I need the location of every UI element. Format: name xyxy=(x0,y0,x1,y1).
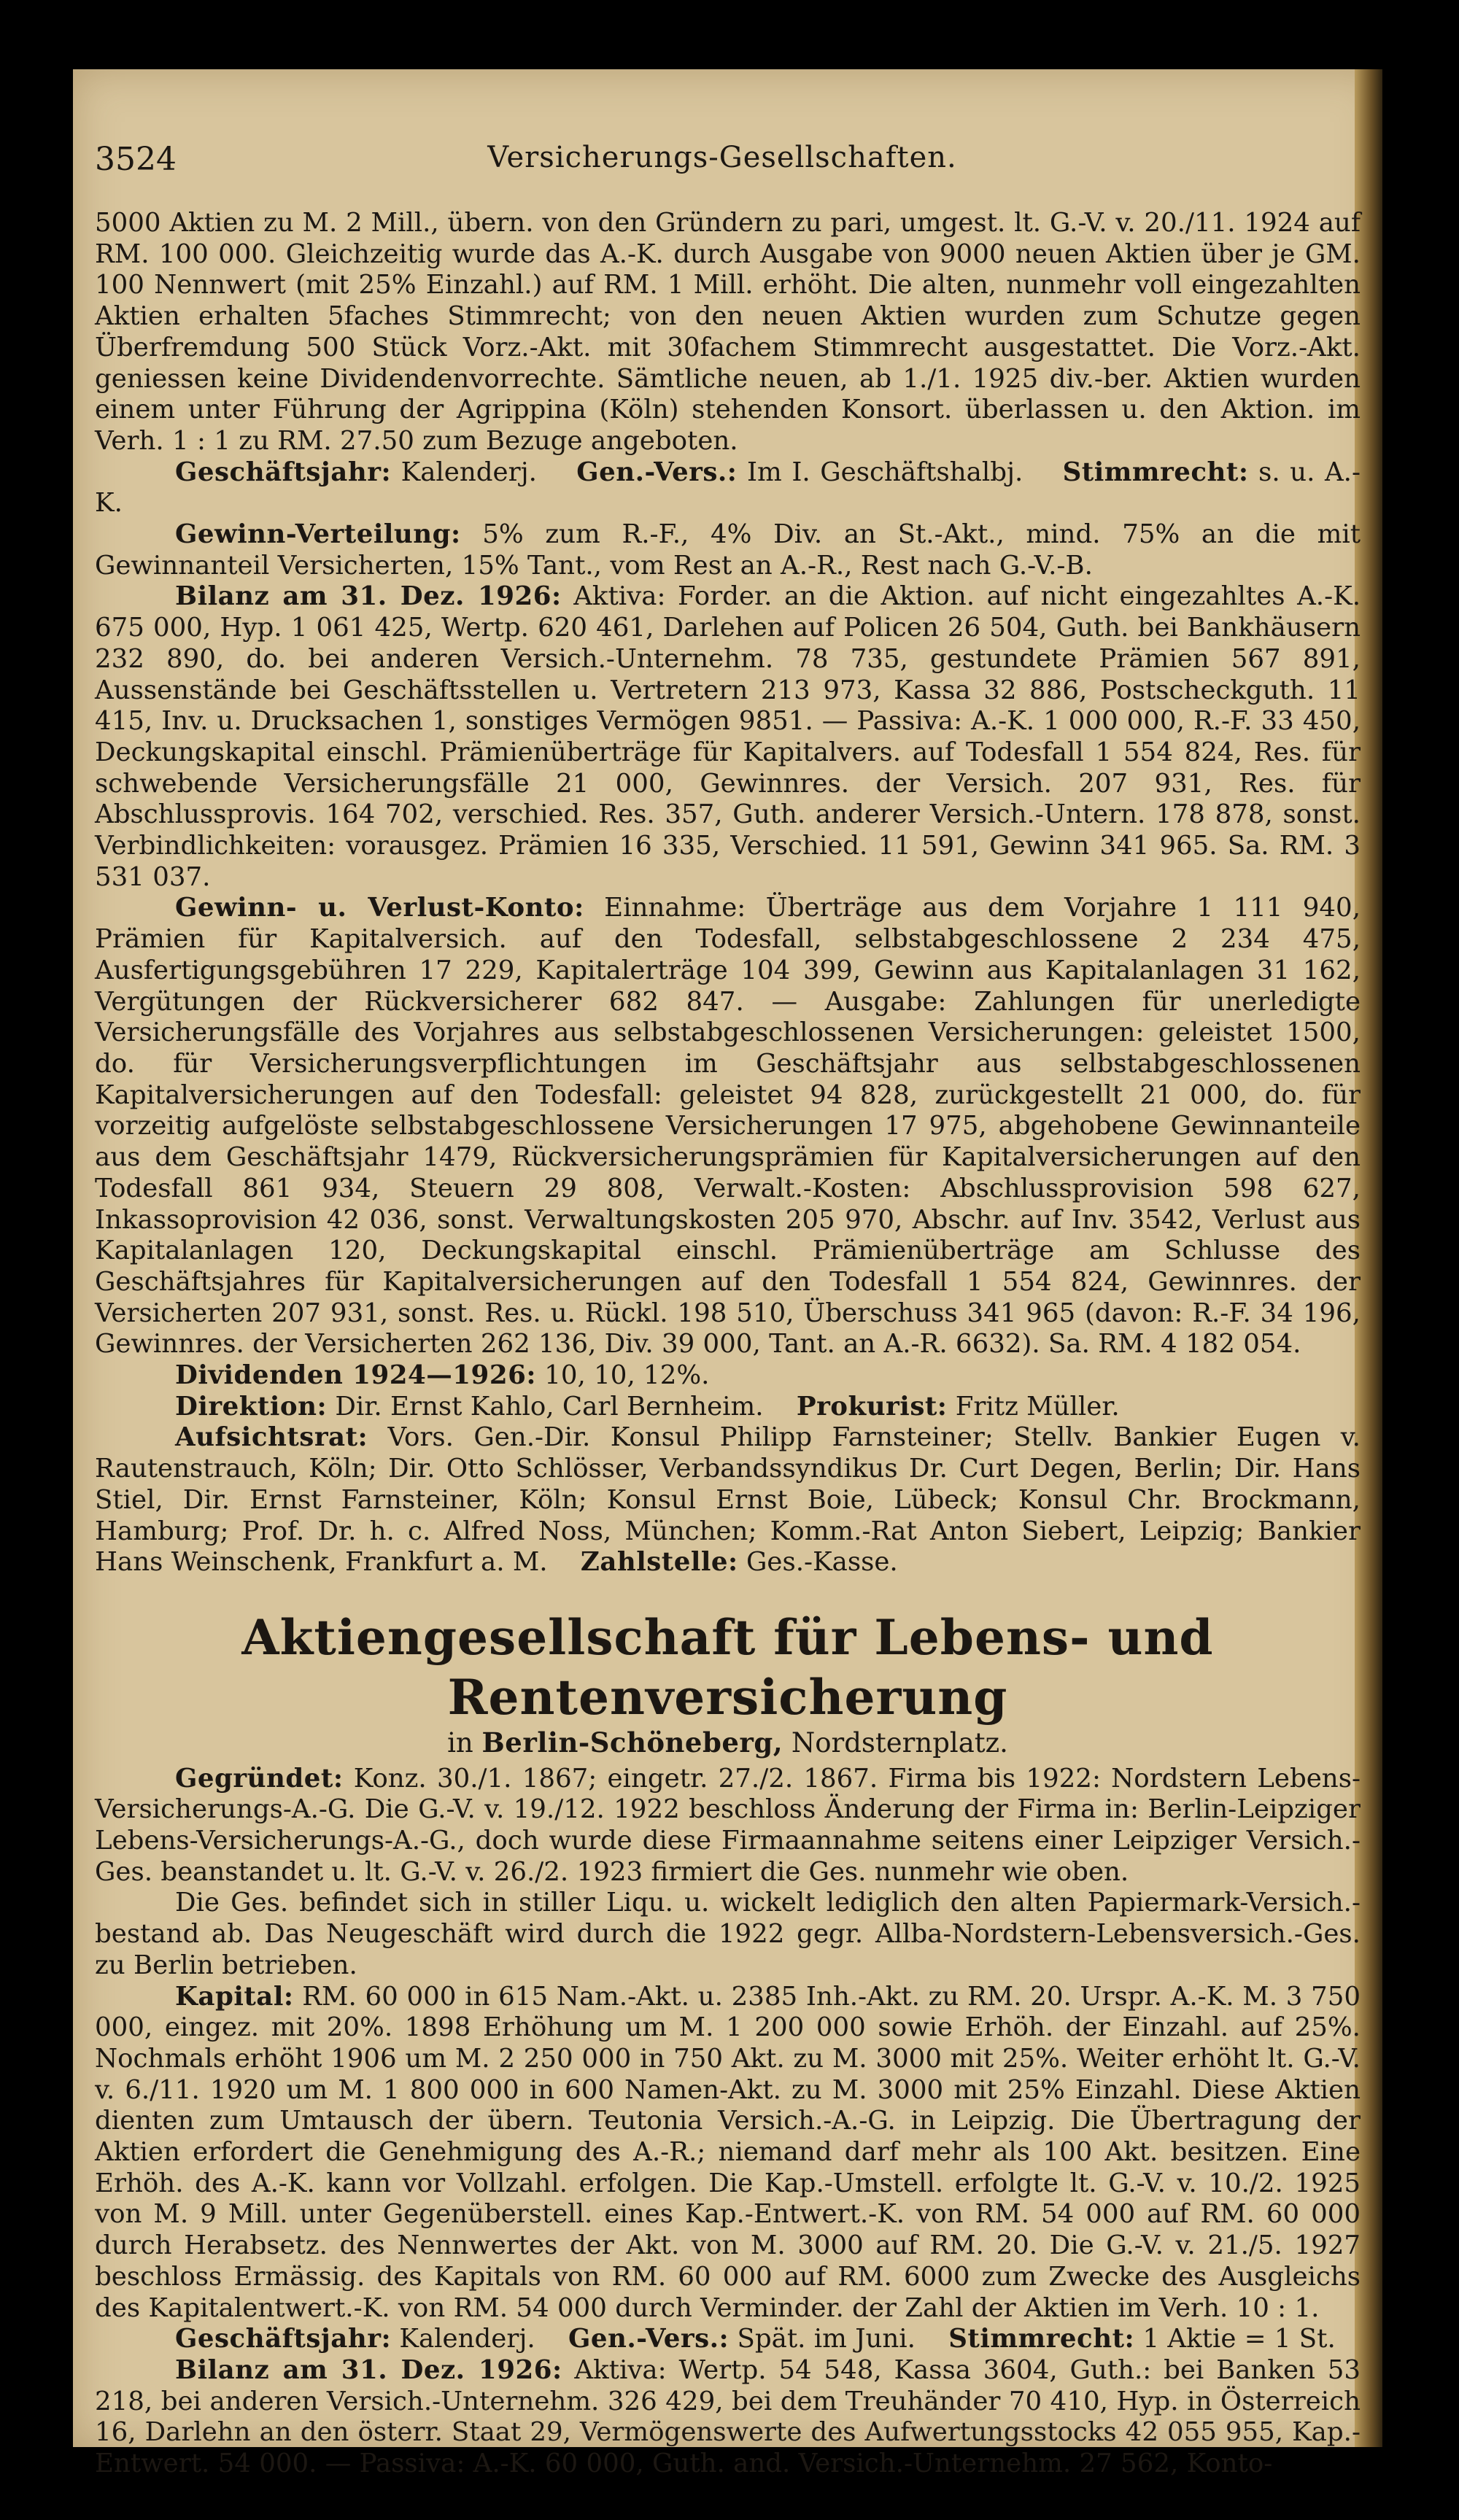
gv-label: Gen.-Vers.: xyxy=(576,457,738,487)
prok-text: Fritz Müller. xyxy=(955,1391,1120,1422)
gewinn-text: 5% zum R.-F., 4% Div. an St.-Akt., mind. 75% an die mit Gewinnanteil Versicherten, 15% Tant., vom Rest an A.-R., Rest nach G.-V.-B. xyxy=(95,519,1361,581)
sr-label-2: Stimmrecht: xyxy=(948,2324,1135,2354)
bilanz-text-2: Aktiva: Wertp. 54 548, Kassa 3604, Guth.: bei Banken 53 218, bei anderen Versich.-Unternehm. 326 429, bei dem Treuhänder 70 410, Hyp. in Österreich 16, Darlehn an den österr. Staat 29, Vermögenswerte des Aufwertungsstocks 42 055 955, Kap.-Entwert. 54 000. — Passiva: A.-K. 60 000, Guth. and. Versich.-Unternehm. 27 562, Konto- xyxy=(95,2355,1361,2479)
zahl-text: Ges.-Kasse. xyxy=(746,1547,898,1578)
meta-line xyxy=(95,457,1361,519)
guv-paragraph xyxy=(95,893,1361,1360)
company-title: Aktiengesellschaft für Lebens- und Rentenversicherung xyxy=(241,1608,1214,1726)
dir-label: Direktion: xyxy=(175,1391,328,1422)
bilanz-label-2: Bilanz am 31. Dez. 1926: xyxy=(175,2355,562,2385)
div-text: 10, 10, 12%. xyxy=(544,1360,710,1391)
place-prefix: in xyxy=(447,1726,473,1759)
gegr-label: Gegründet: xyxy=(175,1763,344,1794)
place-suffix: Nordsternplatz. xyxy=(791,1726,1008,1759)
gegr-text: Konz. 30./1. 1867; eingetr. 27./2. 1867. Firma bis 1922: Nordstern Lebens-Versicherungs-A.-G. Die G.-V. v. 19./12. 1922 beschloss Änderung der Firma in: Berlin-Leipziger Lebens-Versicherungs-A.-G., doch wurde diese Firmaannahme seitens einer Leipziger Versich.-Ges. beanstandet u. lt. G.-V. v. 26./2. 1923 firmiert die Ges. nunmehr wie oben. xyxy=(95,1763,1361,1887)
running-head: Versicherungs-Gesellschaften. xyxy=(487,141,957,174)
bilanz-label: Bilanz am 31. Dez. 1926: xyxy=(175,581,562,612)
gewinn-paragraph xyxy=(95,519,1361,581)
gj-text-2: Kalenderj. xyxy=(399,2324,535,2354)
sr-text-2: 1 Aktie = 1 St. xyxy=(1142,2324,1336,2354)
bilanz-text: Aktiva: Forder. an die Aktion. auf nicht eingezahltes A.-K. 675 000, Hyp. 1 061 425, Wertp. 620 461, Darlehen auf Policen 26 504, Guth. bei Bankhäusern 232 890, do. bei anderen Versich.-Unternehm. 78 735, gestundete Prämien 567 891, Aussenstände bei Geschäftsstellen u. Vertretern 213 973, Kassa 32 886, Postscheckguth. 11 415, Inv. u. Drucksachen 1, sonstiges Vermögen 9851. — Passiva: A.-K. 1 000 000, R.-F. 33 450, Deckungskapital einschl. Prämienüberträge für Kapitalvers. auf Todesfall 1 554 824, Res. für schwebende Versicherungsfälle 21 000, Gewinnres. der Versich. 207 931, Res. für Abschlussprovis. 164 702, verschied. Res. 357, Guth. anderer Versich.-Untern. 178 878, sonst. Verbindlichkeiten: vorausgez. Prämien 16 335, Verschied. 11 591, Gewinn 341 965. Sa. RM. 3 531 037. xyxy=(95,581,1361,892)
page-body xyxy=(95,208,1361,2480)
zahl-label: Zahlstelle: xyxy=(580,1547,738,1578)
company-location xyxy=(95,1727,1361,1759)
prok-label: Prokurist: xyxy=(796,1391,948,1422)
gv-label-2: Gen.-Vers.: xyxy=(568,2324,730,2354)
page-header xyxy=(95,141,1350,185)
gv-text: Im I. Geschäftshalbj. xyxy=(746,457,1023,487)
direktion-line xyxy=(95,1392,1361,1423)
kap-label: Kapital: xyxy=(175,1981,294,2012)
kap-text: RM. 60 000 in 615 Nam.-Akt. u. 2385 Inh.-Akt. zu RM. 20. Urspr. A.-K. M. 3 750 000, eingez. mit 20%. 1898 Erhöhung um M. 1 200 000 sowie Erhöh. der Einzahl. auf 25%. Nochmals erhöht 1906 um M. 2 250 000 in 750 Akt. zu M. 3000 mit 25%. Weiter erhöht lt. G.-V. v. 6./11. 1920 um M. 1 800 000 in 600 Namen-Akt. zu M. 3000 mit 25% Einzahl. Diese Aktien dienten zum Umtausch der übern. Teutonia Versich.-A.-G. in Leipzig. Die Übertragung der Aktien erfordert die Genehmigung des A.-R.; niemand darf mehr als 100 Akt. besitzen. Eine Erhöh. des A.-K. kann vor Vollzahl. erfolgen. Die Kap.-Umstell. erfolgte lt. G.-V. v. 10./2. 1925 von M. 9 Mill. unter Gegenüberstell. eines Kap.-Entwert.-K. von RM. 54 000 auf RM. 60 000 durch Herabsetz. des Nennwertes der Akt. von M. 3000 auf RM. 20. Die G.-V. v. 21./5. 1927 beschloss Ermässig. des Kapitals von RM. 60 000 auf RM. 6000 zum Zwecke des Ausgleichs des Kapitalentwert.-K. von RM. 54 000 durch Verminder. der Zahl der Aktien im Verh. 10 : 1. xyxy=(95,1981,1361,2323)
page-number: 3524 xyxy=(95,141,177,178)
ar-label: Aufsichtsrat: xyxy=(175,1422,368,1453)
guv-label: Gewinn- u. Verlust-Konto: xyxy=(175,893,584,923)
sr-label: Stimmrecht: xyxy=(1062,457,1249,487)
div-label: Dividenden 1924—1926: xyxy=(175,1360,536,1391)
sr-text: s. u. A.-K. xyxy=(95,457,1361,519)
guv-text: Einnahme: Überträge aus dem Vorjahre 1 111 940, Prämien für Kapitalversich. auf den Todesfall, selbstabgeschlossene 2 234 475, Ausfertigungsgebühren 17 229, Kapitalerträge 104 399, Gewinn aus Kapitalanlagen 31 162, Vergütungen der Rückversicherer 682 847. — Ausgabe: Zahlungen für unerledigte Versicherungsfälle des Vorjahres aus selbstabgeschlossenen Versicherungen: geleistet 1500, do. für Versicherungsverpflichtungen im Geschäftsjahr aus selbstabgeschlossenen Kapitalversicherungen auf den Todesfall: geleistet 94 828, zurückgestellt 21 000, do. für vorzeitig aufgelöste selbstabgeschlossene Versicherungen 17 975, abgehobene Gewinnanteile aus dem Geschäftsjahr 1479, Rückversicherungsprämien für Kapitalversicherungen auf den Todesfall 861 934, Steuern 29 808, Verwalt.-Kosten: Abschlussprovision 598 627, Inkassoprovision 42 036, sonst. Verwaltungskosten 205 970, Abschr. auf Inv. 3542, Verlust aus Kapitalanlagen 120, Deckungskapital einschl. Prämienüberträge am Schlusse des Geschäftsjahres für Kapitalversicherungen auf den Todesfall 1 554 824, Gewinnres. der Versicherten 207 931, sonst. Res. u. Rückl. 198 510, Überschuss 341 965 (davon: R.-F. 34 196, Gewinnres. der Versicherten 262 136, Div. 39 000, Tant. an A.-R. 6632). Sa. RM. 4 182 054. xyxy=(95,893,1361,1360)
kapital-paragraph xyxy=(95,1982,1361,2325)
meta-line-2 xyxy=(95,2324,1361,2355)
gj-text: Kalenderj. xyxy=(400,457,537,487)
aufsichtsrat-paragraph xyxy=(95,1422,1361,1578)
dividenden-line xyxy=(95,1360,1361,1392)
gj-label: Geschäftsjahr: xyxy=(175,457,392,487)
liquidation-paragraph: Die Ges. befindet sich in stiller Liqu. u. wickelt lediglich den alten Papiermark-Versich.-bestand ab. Das Neugeschäft wird durch die 1922 gegr. Allba-Nordstern-Lebensversich.-Ges. zu Berlin betrieben. xyxy=(95,1888,1361,1980)
book-page xyxy=(73,69,1382,2479)
ar-text: Vors. Gen.-Dir. Konsul Philipp Farnsteiner; Stellv. Bankier Eugen v. Rautenstrauch, Köln; Dir. Otto Schlösser, Verbandssyndikus Dr. Curt Degen, Berlin; Dir. Hans Stiel, Dir. Ernst Farnsteiner, Köln; Konsul Ernst Boie, Lübeck; Konsul Chr. Brockmann, Hamburg; Prof. Dr. h. c. Alfred Noss, München; Komm.-Rat Anton Siebert, Leipzig; Bankier Hans Weinschenk, Frankfurt a. M. xyxy=(95,1422,1361,1578)
gv-text-2: Spät. im Juni. xyxy=(737,2324,916,2354)
dir-text: Dir. Ernst Kahlo, Carl Bernheim. xyxy=(335,1391,764,1422)
place-name: Berlin-Schöneberg, xyxy=(481,1726,783,1759)
intro-paragraph: 5000 Aktien zu M. 2 Mill., übern. von den Gründern zu pari, umgest. lt. G.-V. v. 20./11. 1924 auf RM. 100 000. Gleichzeitig wurde das A.-K. durch Ausgabe von 9000 neuen Aktien über je GM. 100 Nennwert (mit 25% Einzahl.) auf RM. 1 Mill. erhöht. Die alten, nunmehr voll eingezahlten Aktien erhalten 5faches Stimmrecht; von den neuen Aktien wurden zum Schutze gegen Überfremdung 500 Stück Vorz.-Akt. mit 30fachem Stimmrecht ausgestattet. Die Vorz.-Akt. geniessen keine Dividendenvorrechte. Sämtliche neuen, ab 1./1. 1925 div.-ber. Aktien wurden einem unter Führung der Agrippina (Köln) stehenden Konsort. überlassen u. den Aktion. im Verh. 1 : 1 zu RM. 27.50 zum Bezuge angeboten. xyxy=(95,208,1361,456)
gewinn-label: Gewinn-Verteilung: xyxy=(175,519,461,550)
bilanz-paragraph xyxy=(95,581,1361,893)
gj-label-2: Geschäftsjahr: xyxy=(175,2324,392,2354)
bilanz-paragraph-2 xyxy=(95,2355,1361,2480)
gegruendet-paragraph xyxy=(95,1764,1361,1888)
